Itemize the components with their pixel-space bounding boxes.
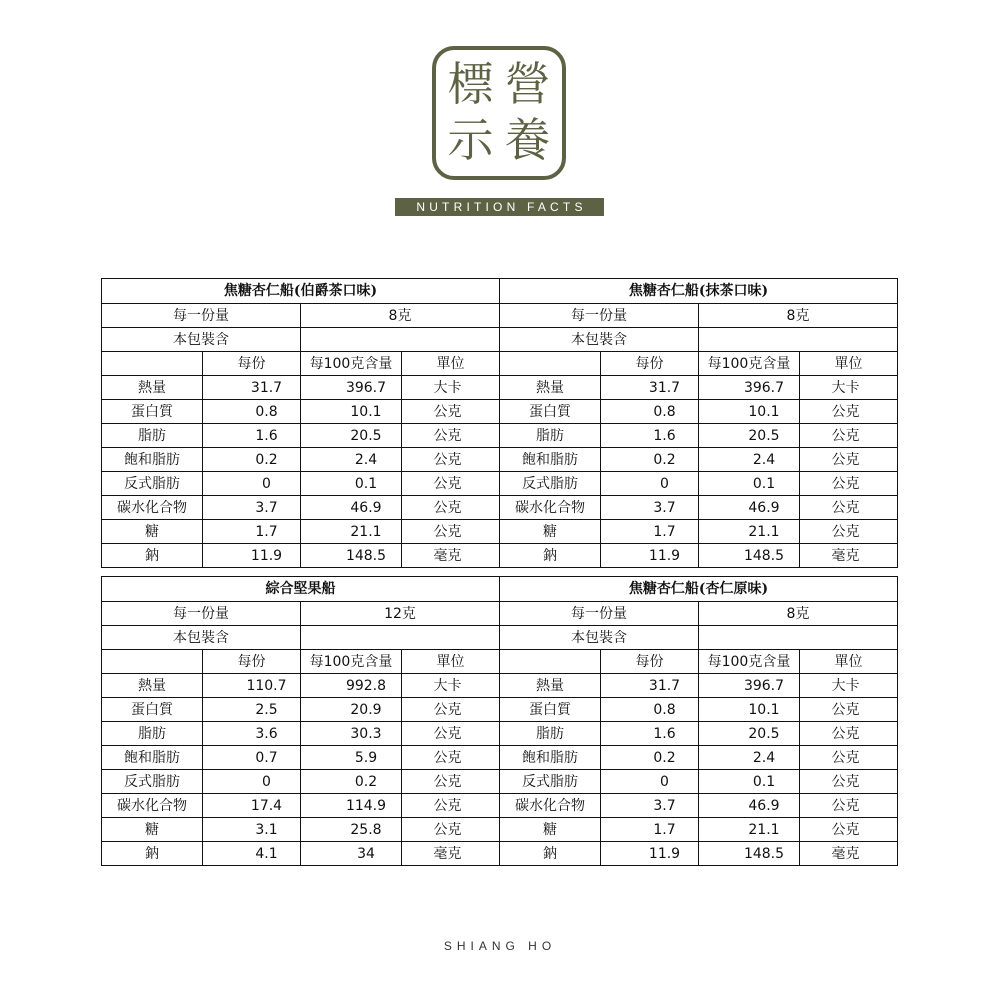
per-package-value [698, 328, 897, 352]
nutrient-unit: 公克 [401, 472, 499, 496]
nutrient-name: 蛋白質 [500, 400, 601, 424]
per-serving-value: 0.7 [203, 746, 301, 770]
product-title: 綜合堅果船 [102, 577, 500, 602]
nutrient-row [500, 544, 898, 568]
per-serving-value: 3.1 [203, 818, 301, 842]
per-100g-value: 46.9 [698, 496, 799, 520]
per-100g-header: 每100克含量 [300, 650, 401, 674]
per-100g-value: 20.5 [698, 722, 799, 746]
nutrient-name: 飽和脂肪 [102, 746, 203, 770]
nutrient-name: 熱量 [500, 376, 601, 400]
per-package-label: 本包裝含 [500, 328, 699, 352]
nutrient-row [102, 400, 500, 424]
header-blank [102, 352, 203, 376]
nutrient-unit: 公克 [799, 722, 897, 746]
nutrient-unit: 毫克 [799, 842, 897, 866]
per-serving-value: 1.7 [601, 818, 699, 842]
nutrient-name: 熱量 [500, 674, 601, 698]
per-package-value [300, 626, 499, 650]
nutrient-unit: 公克 [799, 520, 897, 544]
nutrient-row [500, 842, 898, 866]
nutrient-row [102, 698, 500, 722]
per-100g-value: 396.7 [698, 376, 799, 400]
per-100g-value: 21.1 [698, 818, 799, 842]
logo-char-3: 示 [447, 113, 494, 167]
per-serving-value: 3.7 [601, 496, 699, 520]
nutrient-row [102, 520, 500, 544]
per-serving-header: 每份 [601, 650, 699, 674]
nutrient-name: 脂肪 [500, 722, 601, 746]
per-100g-value: 5.9 [300, 746, 401, 770]
nutrient-row [102, 818, 500, 842]
per-100g-value: 148.5 [698, 842, 799, 866]
nutrient-name: 糖 [500, 520, 601, 544]
nutrition-panel-mixed-nuts [101, 576, 500, 866]
per-package-value [300, 328, 499, 352]
nutrient-row [500, 794, 898, 818]
per-100g-value: 21.1 [698, 520, 799, 544]
nutrient-name: 脂肪 [102, 424, 203, 448]
nutrient-row [500, 818, 898, 842]
nutrient-row [102, 722, 500, 746]
per-serving-value: 31.7 [601, 674, 699, 698]
nutrient-row [102, 770, 500, 794]
per-100g-value: 0.1 [698, 770, 799, 794]
nutrient-row [102, 448, 500, 472]
per-100g-value: 20.5 [300, 424, 401, 448]
per-serving-value: 17.4 [203, 794, 301, 818]
per-serving-value: 0 [203, 472, 301, 496]
per-package-value [698, 626, 897, 650]
nutrient-row [500, 448, 898, 472]
per-package-label: 本包裝含 [102, 626, 301, 650]
per-100g-header: 每100克含量 [300, 352, 401, 376]
per-serving-value: 3.7 [203, 496, 301, 520]
per-100g-value: 21.1 [300, 520, 401, 544]
per-serving-value: 0.2 [203, 448, 301, 472]
nutrient-name: 碳水化合物 [500, 496, 601, 520]
serving-size: 8克 [698, 304, 897, 328]
per-serving-value: 110.7 [203, 674, 301, 698]
nutrient-name: 反式脂肪 [102, 472, 203, 496]
nutrient-unit: 公克 [401, 770, 499, 794]
per-package-label: 本包裝含 [102, 328, 301, 352]
per-100g-value: 148.5 [698, 544, 799, 568]
nutrient-name: 蛋白質 [102, 400, 203, 424]
nutrient-unit: 大卡 [799, 674, 897, 698]
nutrient-unit: 公克 [401, 400, 499, 424]
nutrient-unit: 公克 [401, 448, 499, 472]
nutrient-name: 蛋白質 [102, 698, 203, 722]
nutrient-unit: 公克 [799, 746, 897, 770]
per-serving-value: 3.7 [601, 794, 699, 818]
unit-header: 單位 [799, 352, 897, 376]
nutrient-name: 鈉 [102, 842, 203, 866]
nutrient-name: 糖 [500, 818, 601, 842]
per-serving-value: 0 [203, 770, 301, 794]
nutrient-unit: 公克 [401, 698, 499, 722]
nutrition-table [101, 576, 500, 866]
nutrient-name: 碳水化合物 [102, 496, 203, 520]
per-100g-value: 10.1 [698, 400, 799, 424]
per-100g-value: 0.1 [300, 472, 401, 496]
logo-char-1: 標 [447, 57, 494, 111]
per-package-label: 本包裝含 [500, 626, 699, 650]
per-100g-value: 10.1 [698, 698, 799, 722]
nutrient-unit: 公克 [799, 698, 897, 722]
unit-header: 單位 [799, 650, 897, 674]
nutrient-name: 碳水化合物 [102, 794, 203, 818]
nutrient-unit: 公克 [799, 400, 897, 424]
serving-label: 每一份量 [500, 602, 699, 626]
nutrition-panel-earl-grey [101, 278, 500, 568]
nutrient-unit: 公克 [799, 794, 897, 818]
nutrient-row [102, 496, 500, 520]
nutrient-row [500, 520, 898, 544]
nutrient-row [500, 424, 898, 448]
per-100g-value: 46.9 [300, 496, 401, 520]
per-serving-value: 11.9 [601, 544, 699, 568]
nutrient-unit: 大卡 [401, 376, 499, 400]
nutrient-name: 糖 [102, 520, 203, 544]
nutrient-row [102, 376, 500, 400]
nutrient-name: 鈉 [500, 842, 601, 866]
header-blank [102, 650, 203, 674]
per-serving-value: 31.7 [601, 376, 699, 400]
per-100g-value: 2.4 [698, 448, 799, 472]
per-100g-header: 每100克含量 [698, 650, 799, 674]
nutrient-row [500, 674, 898, 698]
nutrient-unit: 大卡 [401, 674, 499, 698]
nutrient-unit: 公克 [799, 770, 897, 794]
per-serving-value: 1.7 [203, 520, 301, 544]
nutrient-row [500, 746, 898, 770]
per-100g-header: 每100克含量 [698, 352, 799, 376]
serving-label: 每一份量 [500, 304, 699, 328]
nutrient-row [102, 424, 500, 448]
nutrient-row [102, 544, 500, 568]
nutrient-name: 鈉 [102, 544, 203, 568]
per-serving-value: 0 [601, 472, 699, 496]
per-serving-value: 1.6 [601, 722, 699, 746]
per-serving-value: 4.1 [203, 842, 301, 866]
per-serving-header: 每份 [203, 352, 301, 376]
nutrition-table [101, 278, 500, 568]
nutrient-row [102, 674, 500, 698]
per-100g-value: 2.4 [698, 746, 799, 770]
nutrient-name: 鈉 [500, 544, 601, 568]
nutrition-table [499, 576, 898, 866]
nutrient-unit: 毫克 [401, 544, 499, 568]
per-serving-value: 1.6 [601, 424, 699, 448]
header-blank [500, 352, 601, 376]
nutrient-unit: 公克 [799, 424, 897, 448]
nutrient-unit: 公克 [799, 472, 897, 496]
nutrient-name: 反式脂肪 [500, 472, 601, 496]
per-100g-value: 34 [300, 842, 401, 866]
per-100g-value: 46.9 [698, 794, 799, 818]
per-100g-value: 148.5 [300, 544, 401, 568]
serving-label: 每一份量 [102, 304, 301, 328]
per-100g-value: 2.4 [300, 448, 401, 472]
serving-size: 8克 [300, 304, 499, 328]
per-serving-value: 0.8 [601, 400, 699, 424]
per-100g-value: 0.1 [698, 472, 799, 496]
serving-size: 12克 [300, 602, 499, 626]
nutrient-row [500, 496, 898, 520]
nutrient-name: 熱量 [102, 376, 203, 400]
product-title: 焦糖杏仁船(伯爵茶口味) [102, 279, 500, 304]
nutrient-name: 蛋白質 [500, 698, 601, 722]
per-100g-value: 0.2 [300, 770, 401, 794]
nutrient-name: 反式脂肪 [500, 770, 601, 794]
nutrient-unit: 公克 [799, 448, 897, 472]
nutrient-name: 飽和脂肪 [500, 746, 601, 770]
nutrition-label-logo [432, 46, 566, 180]
nutrient-name: 反式脂肪 [102, 770, 203, 794]
nutrient-name: 糖 [102, 818, 203, 842]
per-100g-value: 30.3 [300, 722, 401, 746]
nutrient-row [500, 722, 898, 746]
header-blank [500, 650, 601, 674]
nutrient-unit: 公克 [401, 496, 499, 520]
per-serving-value: 0.8 [601, 698, 699, 722]
nutrient-name: 飽和脂肪 [500, 448, 601, 472]
per-serving-header: 每份 [601, 352, 699, 376]
nutrient-row [102, 472, 500, 496]
nutrient-row [500, 698, 898, 722]
per-serving-value: 1.6 [203, 424, 301, 448]
brand-footer: SHIANG HO [443, 939, 557, 953]
nutrient-name: 脂肪 [500, 424, 601, 448]
nutrient-row [102, 794, 500, 818]
serving-label: 每一份量 [102, 602, 301, 626]
per-100g-value: 114.9 [300, 794, 401, 818]
nutrient-row [500, 400, 898, 424]
per-serving-value: 2.5 [203, 698, 301, 722]
nutrient-unit: 公克 [401, 520, 499, 544]
per-serving-value: 3.6 [203, 722, 301, 746]
nutrient-unit: 公克 [401, 794, 499, 818]
logo-char-4: 養 [504, 113, 551, 167]
nutrition-facts-banner: NUTRITION FACTS [395, 198, 604, 216]
per-serving-value: 11.9 [601, 842, 699, 866]
nutrient-row [500, 770, 898, 794]
nutrient-row [102, 746, 500, 770]
nutrient-unit: 公克 [401, 746, 499, 770]
per-serving-value: 0.8 [203, 400, 301, 424]
product-title: 焦糖杏仁船(抹茶口味) [500, 279, 898, 304]
nutrient-unit: 公克 [401, 722, 499, 746]
per-serving-value: 31.7 [203, 376, 301, 400]
per-100g-value: 10.1 [300, 400, 401, 424]
per-100g-value: 20.9 [300, 698, 401, 722]
product-title: 焦糖杏仁船(杏仁原味) [500, 577, 898, 602]
per-serving-header: 每份 [203, 650, 301, 674]
nutrition-panel-matcha [499, 278, 898, 568]
nutrient-name: 脂肪 [102, 722, 203, 746]
nutrient-name: 熱量 [102, 674, 203, 698]
per-100g-value: 20.5 [698, 424, 799, 448]
unit-header: 單位 [401, 650, 499, 674]
per-100g-value: 992.8 [300, 674, 401, 698]
per-100g-value: 396.7 [300, 376, 401, 400]
per-serving-value: 0.2 [601, 746, 699, 770]
nutrient-name: 碳水化合物 [500, 794, 601, 818]
per-serving-value: 11.9 [203, 544, 301, 568]
serving-size: 8克 [698, 602, 897, 626]
logo-char-2: 營 [504, 57, 551, 111]
nutrient-unit: 毫克 [401, 842, 499, 866]
unit-header: 單位 [401, 352, 499, 376]
nutrient-unit: 公克 [799, 496, 897, 520]
nutrient-unit: 公克 [401, 818, 499, 842]
per-100g-value: 396.7 [698, 674, 799, 698]
nutrient-unit: 毫克 [799, 544, 897, 568]
per-serving-value: 0 [601, 770, 699, 794]
nutrition-table [499, 278, 898, 568]
nutrient-name: 飽和脂肪 [102, 448, 203, 472]
nutrient-row [500, 472, 898, 496]
nutrient-unit: 大卡 [799, 376, 897, 400]
nutrient-row [500, 376, 898, 400]
per-serving-value: 0.2 [601, 448, 699, 472]
nutrient-unit: 公克 [401, 424, 499, 448]
per-serving-value: 1.7 [601, 520, 699, 544]
nutrient-unit: 公克 [799, 818, 897, 842]
per-100g-value: 25.8 [300, 818, 401, 842]
nutrition-panel-original [499, 576, 898, 866]
nutrient-row [102, 842, 500, 866]
